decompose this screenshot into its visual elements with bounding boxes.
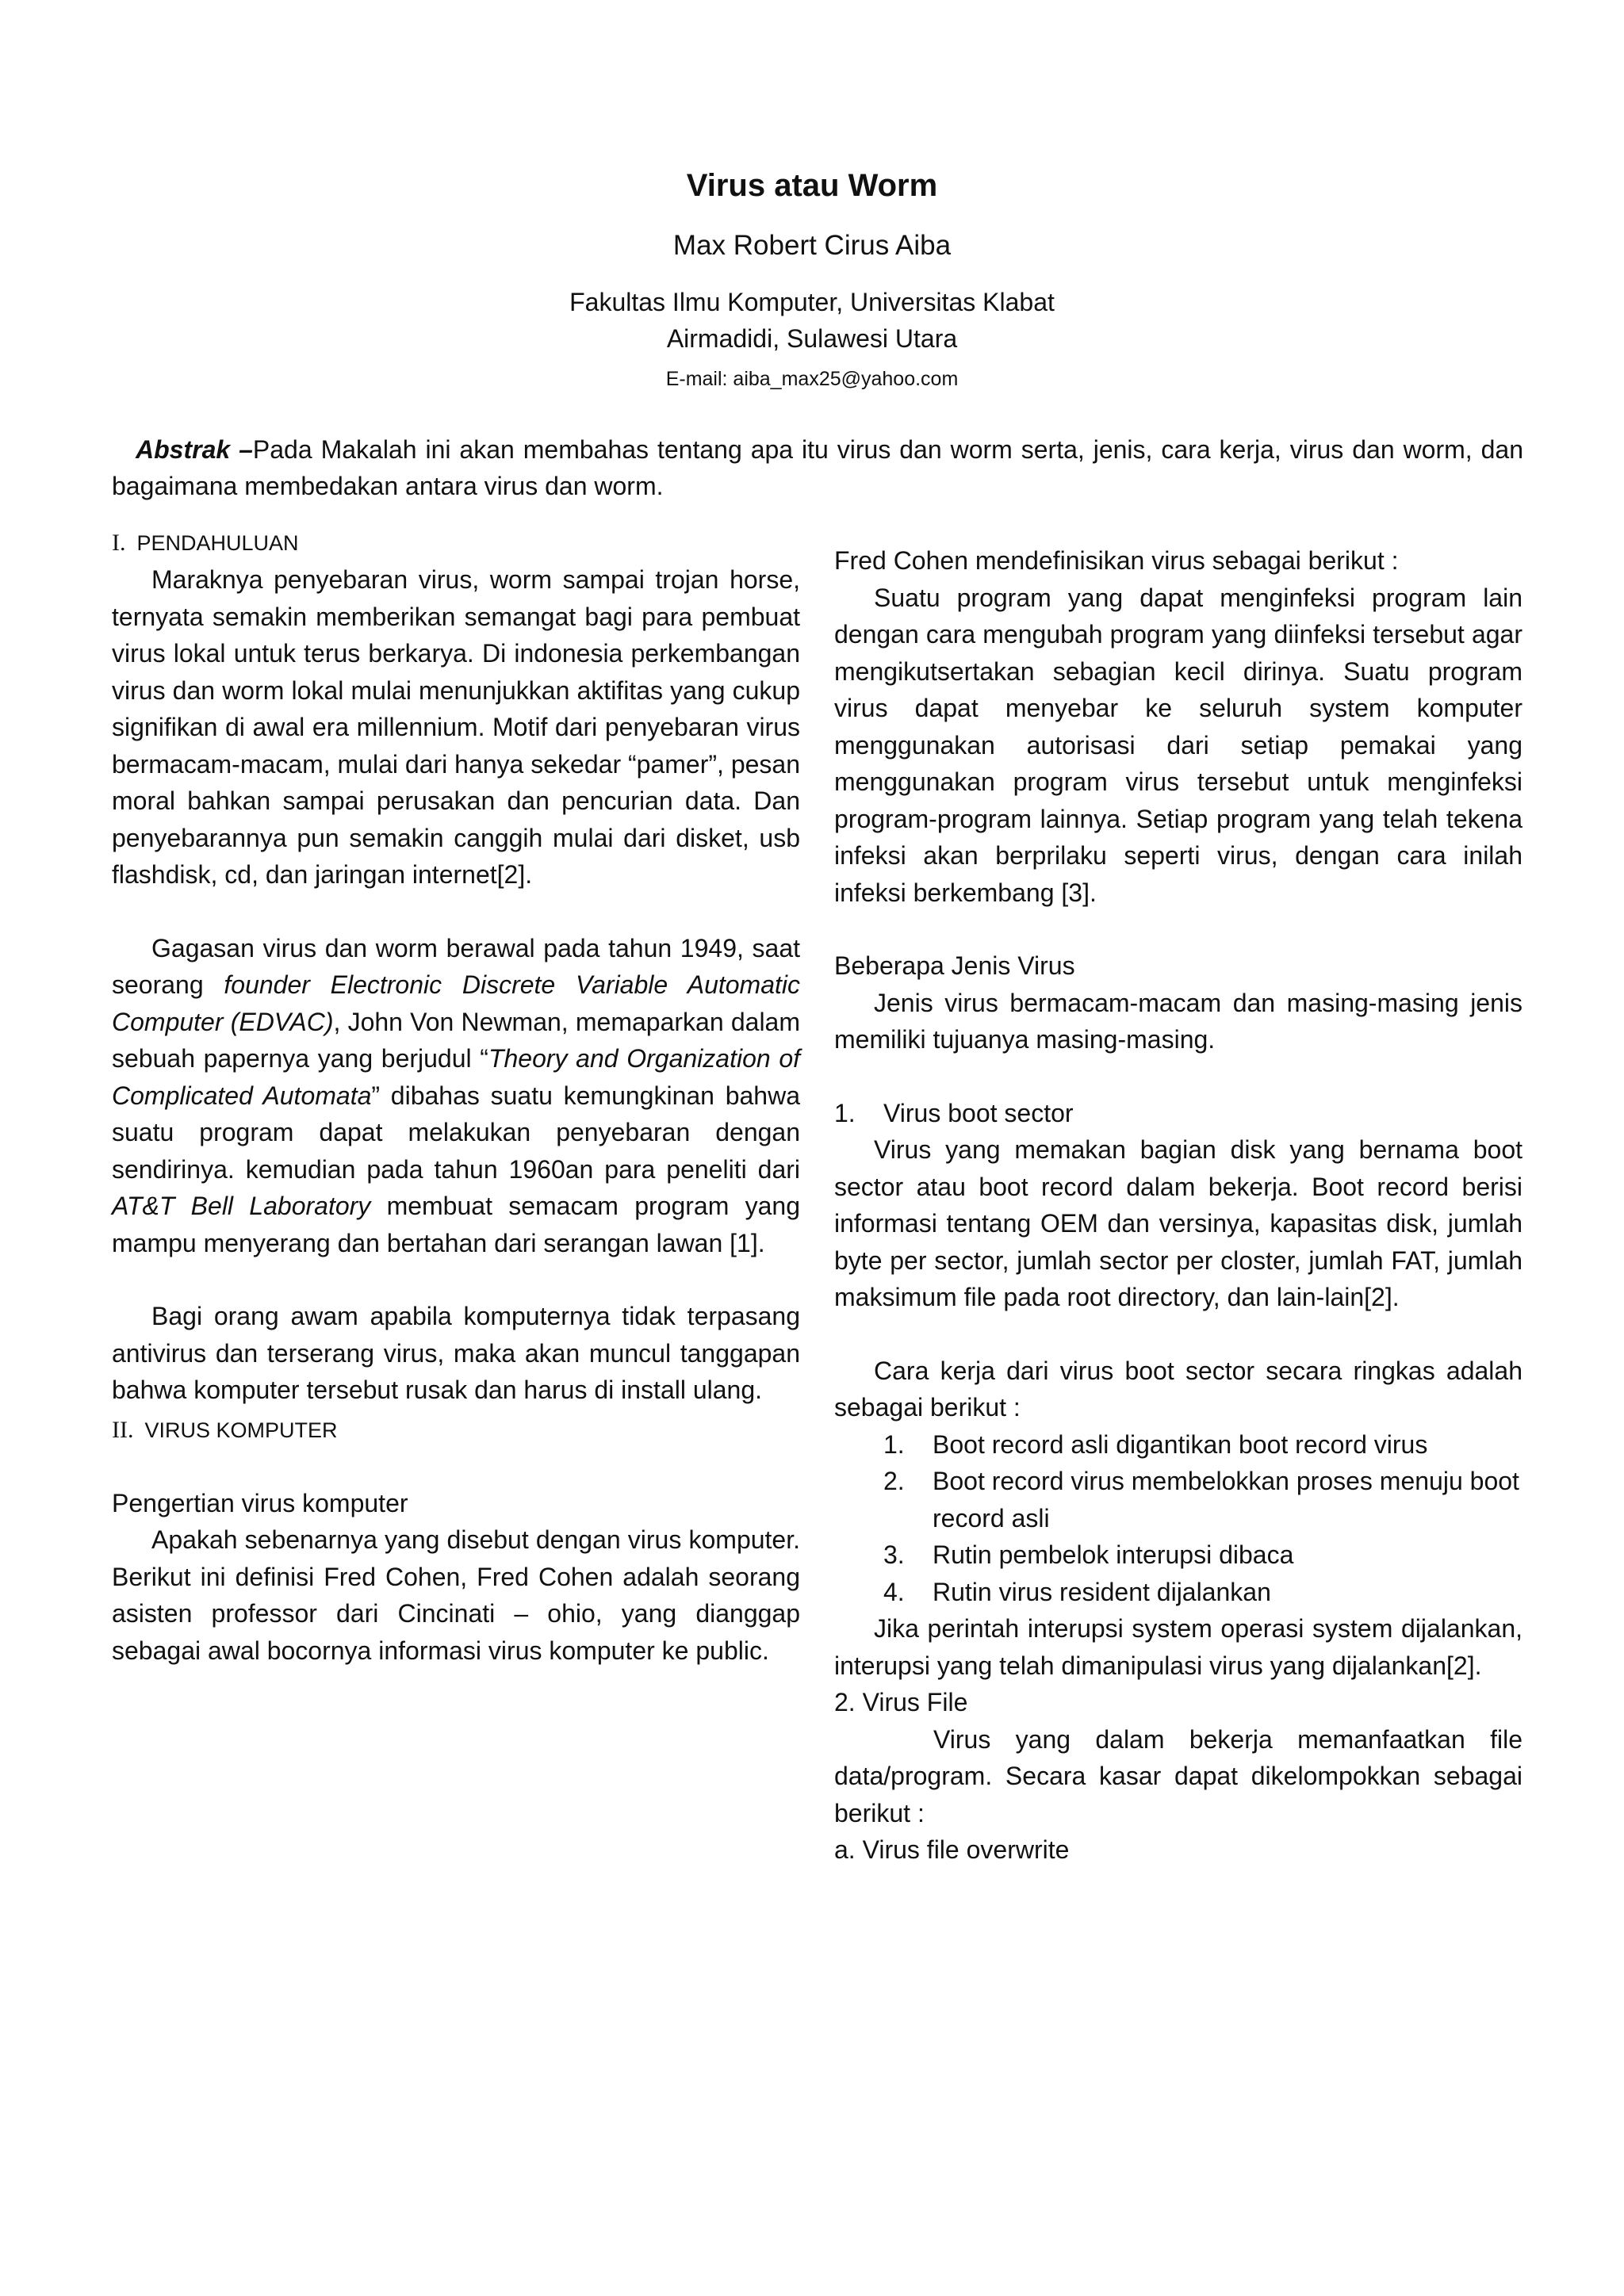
italic-run: Theory and Organization of Complicated Automata (112, 1044, 801, 1110)
list-item-text: Boot record asli digantikan boot record virus (933, 1429, 1428, 1459)
list-number: 1. (834, 1098, 856, 1127)
right-column (834, 542, 1522, 1869)
paragraph-cohen-definition: Suatu program yang dapat menginfeksi program lain dengan cara mengubah program yang diinfeksi tersebut agar mengikutsertakan sebagian kecil dirinya. Suatu program virus dapat menyebar ke seluruh system komputer menggunakan autorisasi dari setiap pemakai yang menggunakan program virus tersebut untuk menginfeksi program-program lainnya. Setiap program yang telah tekena infeksi akan berprilaku seperti virus, dengan cara inilah infeksi berkembang [3]. (834, 583, 1522, 907)
abstract-label: Abstrak – (136, 435, 253, 464)
affiliation (0, 284, 1624, 357)
list-item-boot-sector (834, 1095, 1522, 1132)
list-item-text: Rutin virus resident dijalankan (933, 1577, 1271, 1606)
section-heading-virus-komputer (112, 1412, 800, 1448)
paper-title: Virus atau Worm (686, 168, 938, 203)
list-item-file-overwrite: a. Virus file overwrite (834, 1835, 1070, 1864)
left-column (112, 525, 800, 1669)
section-number: II. (112, 1416, 134, 1443)
list-number: 1. (883, 1429, 905, 1459)
text-run: , John Von Newman, memaparkan dalam sebuah papernya yang berjudul “ (112, 1007, 801, 1073)
author-email: E-mail: aiba_max25@yahoo.com (665, 368, 959, 390)
paragraph-boot-sector-steps-intro: Cara kerja dari virus boot sector secara ringkas adalah sebagai berikut : (834, 1356, 1522, 1422)
subheading-pengertian: Pengertian virus komputer (112, 1488, 408, 1517)
paragraph-definition: Apakah sebenarnya yang disebut dengan virus komputer. Berikut ini definisi Fred Cohen, Fred Cohen adalah seorang asisten professor dari Cincinati – ohio, yang dianggap sebagai awal bocornya informasi virus komputer ke public. (112, 1525, 800, 1665)
section-number: I. (112, 530, 126, 556)
paragraph-jenis: Jenis virus bermacam-macam dan masing-masing jenis memiliki tujuanya masing-masing. (834, 988, 1522, 1054)
section-title: PENDAHULUAN (136, 531, 299, 555)
list-number: 3. (883, 1540, 905, 1569)
text-run: membuat semacam program yang mampu menyerang dan bertahan dari serangan lawan [1]. (112, 1192, 801, 1257)
subheading-jenis-virus: Beberapa Jenis Virus (834, 951, 1075, 980)
boot-sector-steps (834, 1426, 1522, 1611)
affiliation-line-1: Fakultas Ilmu Komputer, Universitas Klabat (569, 288, 1055, 316)
list-item-virus-file: 2. Virus File (834, 1688, 968, 1716)
abstract (112, 431, 1523, 504)
paragraph-history (112, 930, 800, 1262)
abstract-text: Pada Makalah ini akan membahas tentang apa itu virus dan worm serta, jenis, cara kerja, virus dan worm, dan bagaimana membedakan antara virus dan worm. (112, 435, 1524, 500)
section-heading-pendahuluan (112, 525, 800, 561)
text-run: Gagasan virus dan worm berawal pada tahun 1949, saat seorang (112, 933, 800, 999)
list-item (834, 1574, 1522, 1611)
list-item-label: Virus boot sector (883, 1098, 1074, 1127)
list-item-text: Rutin pembelok interupsi dibaca (933, 1540, 1294, 1569)
section-title: VIRUS KOMPUTER (144, 1418, 338, 1442)
paragraph-cohen-intro: Fred Cohen mendefinisikan virus sebagai berikut : (834, 546, 1399, 575)
text-run: ” dibahas suatu kemungkinan bahwa suatu program dapat melakukan penyebaran dengan sendirinya. kemudian pada tahun 1960an para peneliti dari (112, 1081, 801, 1184)
paragraph-layman: Bagi orang awam apabila komputernya tidak terpasang antivirus dan terserang virus, maka akan muncul tanggapan bahwa komputer tersebut rusak dan harus di install ulang. (112, 1302, 800, 1404)
paragraph-intro: Maraknya penyebaran virus, worm sampai trojan horse, ternyata semakin memberikan semangat bagi para pembuat virus lokal untuk terus berkarya. Di indonesia perkembangan virus dan worm lokal mulai menunjukkan aktifitas yang cukup signifikan di awal era millennium. Motif dari penyebaran virus bermacam-macam, mulai dari hanya sekedar “pamer”, pesan moral bahkan sampai perusakan dan pencurian data. Dan penyebarannya pun semakin canggih mulai dari disket, usb flashdisk, cd, dan jaringan internet[2]. (112, 565, 800, 889)
list-number: 2. (883, 1467, 905, 1495)
italic-run: founder Electronic Discrete Variable Automatic Computer (EDVAC) (112, 970, 801, 1036)
italic-run: AT&T Bell Laboratory (112, 1192, 371, 1220)
author-name: Max Robert Cirus Aiba (672, 230, 952, 261)
list-item (834, 1463, 1522, 1536)
paragraph-interrupt: Jika perintah interupsi system operasi system dijalankan, interupsi yang telah dimanipulasi virus yang dijalankan[2]. (834, 1614, 1522, 1680)
paragraph-virus-file: Virus yang dalam bekerja memanfaatkan file data/program. Secara kasar dapat dikelompokkan sebagai berikut : (834, 1724, 1522, 1827)
list-item (834, 1426, 1522, 1464)
list-item (834, 1536, 1522, 1574)
list-item-text: Boot record virus membelokkan proses menuju boot record asli (933, 1467, 1519, 1533)
paragraph-boot-sector: Virus yang memakan bagian disk yang bernama boot sector atau boot record dalam bekerja. Boot record berisi informasi tentang OEM dan versinya, kapasitas disk, jumlah byte per sector, jumlah sector per closter, jumlah FAT, jumlah maksimum file pada root directory, dan lain-lain[2]. (834, 1135, 1522, 1311)
affiliation-line-2: Airmadidi, Sulawesi Utara (666, 324, 958, 353)
list-number: 4. (883, 1577, 905, 1606)
